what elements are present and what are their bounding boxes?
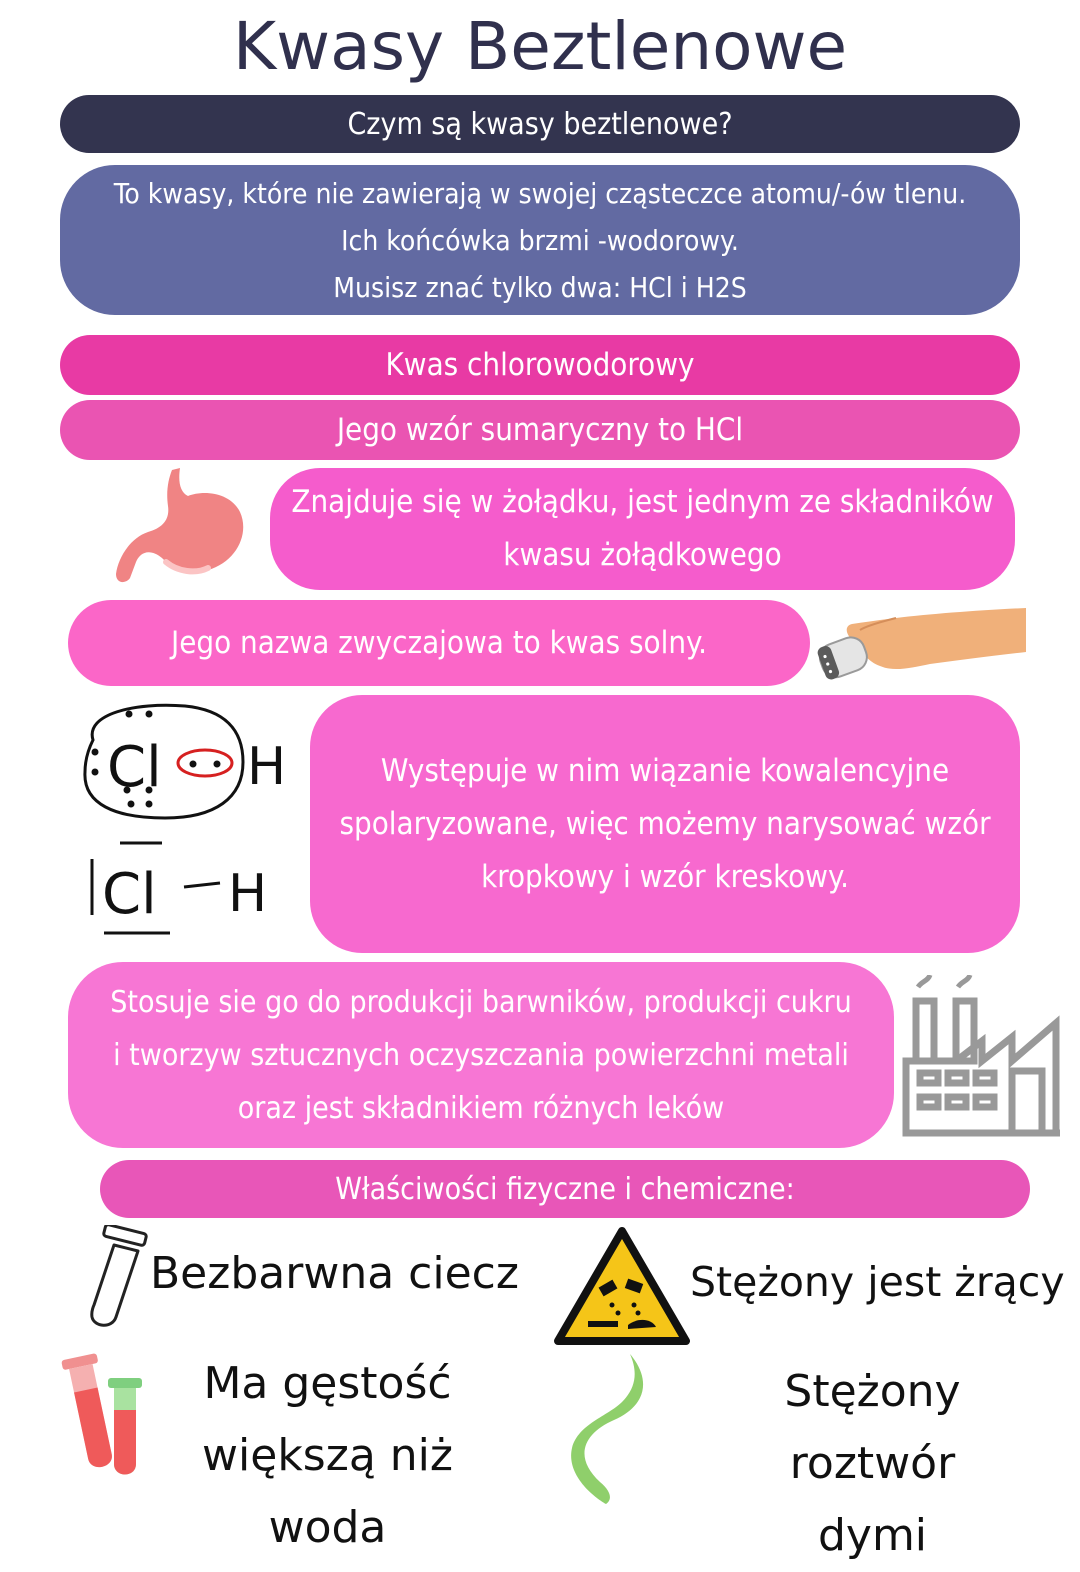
- question-text: Czym są kwasy beztlenowe?: [347, 106, 733, 142]
- bond-line: kropkowy i wzór kreskowy.: [481, 858, 849, 895]
- bond-line: spolaryzowane, więc możemy narysować wzór: [339, 805, 991, 842]
- property-corrosive: Stężony jest żrący: [690, 1258, 1065, 1306]
- uses-line: i tworzyw sztucznych oczyszczania powierzchni metali: [113, 1037, 849, 1073]
- properties-header: Właściwości fizyczne i chemiczne:: [335, 1171, 795, 1207]
- line-formula-atom: Cl: [102, 862, 157, 927]
- stomach-icon: [108, 462, 248, 587]
- smoke-icon: [562, 1350, 662, 1505]
- stomach-line: kwasu żołądkowego: [503, 537, 782, 573]
- uses-line: oraz jest składnikiem różnych leków: [237, 1090, 725, 1126]
- formula-banner: [60, 400, 1020, 460]
- common-name-text: Jego nazwa zwyczajowa to kwas solny.: [171, 625, 707, 661]
- definition-box: [60, 165, 1020, 315]
- salt-shaker-hand-icon: [810, 600, 1030, 686]
- density-line: większą niż woda: [202, 1430, 453, 1553]
- dot-formula-h: H: [247, 737, 287, 797]
- density-line: Ma gęstość: [203, 1358, 452, 1409]
- page-title: Kwasy Beztlenowe: [232, 8, 848, 85]
- definition-line: Ich końcówka brzmi -wodorowy.: [341, 223, 739, 257]
- line-formula-h: H: [228, 864, 268, 924]
- definition-line: To kwasy, które nie zawierają w swojej cząsteczce atomu/-ów tlenu.: [113, 176, 967, 210]
- test-tube-icon: [80, 1225, 150, 1335]
- dot-formula-atom: Cl: [107, 735, 162, 800]
- test-tubes-icon: [58, 1350, 148, 1480]
- line-formula-diagram: [80, 835, 280, 940]
- stomach-line: Znajduje się w żołądku, jest jednym ze składników: [291, 484, 994, 520]
- property-density: [150, 1348, 505, 1564]
- properties-banner: [100, 1160, 1030, 1218]
- bond-line: Występuje w nim wiązanie kowalencyjne: [380, 752, 950, 789]
- common-name-box: [68, 600, 810, 686]
- stomach-box: [270, 468, 1015, 590]
- formula-text: Jego wzór sumaryczny to HCl: [336, 412, 744, 448]
- bond-box: [310, 695, 1020, 953]
- corrosive-warning-icon: [552, 1225, 692, 1347]
- question-banner: [60, 95, 1020, 153]
- property-colorless: Bezbarwna ciecz: [150, 1248, 519, 1299]
- fumes-line: dymi: [817, 1510, 928, 1561]
- acid-name: Kwas chlorowodorowy: [385, 347, 695, 383]
- acid-name-banner: [60, 335, 1020, 395]
- dot-formula-diagram: [75, 700, 290, 825]
- definition-line: Musisz znać tylko dwa: HCl i H2S: [333, 270, 747, 304]
- uses-line: Stosuje sie go do produkcji barwników, produkcji cukru: [110, 984, 852, 1020]
- property-fumes: [700, 1356, 1045, 1572]
- uses-box: [68, 962, 894, 1148]
- factory-icon: [900, 975, 1065, 1140]
- fumes-line: Stężony roztwór: [784, 1366, 961, 1489]
